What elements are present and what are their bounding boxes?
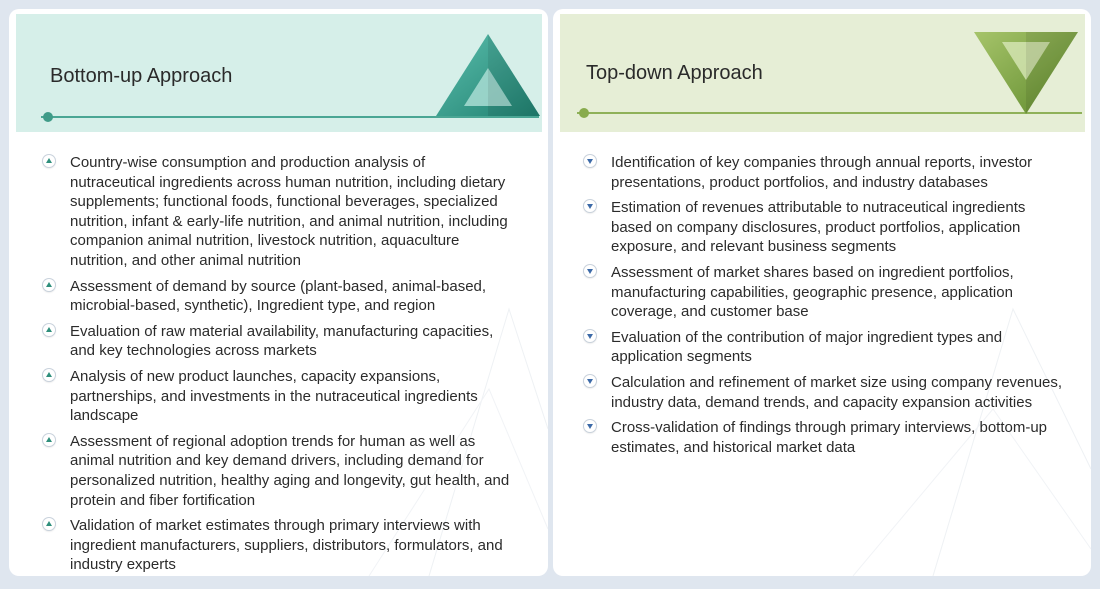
chevron-down-icon — [584, 155, 596, 167]
list-item-text: Calculation and refinement of market size using company revenues, industry data, demand trends, and capacity expansion activities — [611, 373, 1063, 411]
chevron-up-icon — [43, 369, 55, 381]
chevron-up-icon — [43, 155, 55, 167]
list-item — [584, 373, 1064, 412]
list-item — [584, 328, 1064, 367]
list-item — [43, 432, 513, 510]
list-item-text: Evaluation of the contribution of major ingredient types and application segments — [611, 328, 1003, 366]
list-item-text: Analysis of new product launches, capacity expansions, partnerships, and investments in the nutraceutical ingredients landscape — [70, 367, 478, 425]
chevron-down-icon — [584, 200, 596, 212]
list-item — [584, 198, 1064, 257]
list-item — [43, 516, 513, 575]
list-item — [43, 277, 513, 316]
top-down-title: Top-down Approach — [586, 62, 763, 84]
top-down-header — [560, 14, 1085, 132]
top-down-panel — [553, 9, 1091, 576]
bottom-up-divider-dot — [43, 112, 53, 122]
bottom-up-title: Bottom-up Approach — [50, 65, 233, 87]
triangle-up-icon — [436, 34, 540, 116]
list-item — [584, 418, 1064, 457]
top-down-divider-dot — [579, 108, 589, 118]
list-item-text: Cross-validation of findings through primary interviews, bottom-up estimates, and historical market data — [611, 419, 1048, 456]
chevron-down-icon — [584, 375, 596, 387]
list-item-text: Assessment of demand by source (plant-based, animal-based, microbial-based, synthetic), Ingredient type, and region — [70, 277, 487, 315]
list-item-text: Evaluation of raw material availability, manufacturing capacities, and key technologies across markets — [70, 322, 494, 360]
top-down-list — [584, 153, 1064, 463]
list-item — [584, 153, 1064, 192]
bottom-up-panel — [9, 9, 548, 576]
list-item-text: Identification of key companies through annual reports, investor presentations, product portfolios, and industry databases — [611, 154, 1033, 191]
list-item — [43, 153, 513, 271]
list-item-text: Country-wise consumption and production analysis of nutraceutical ingredients across human nutrition, including dietary supplements; functional foods, functional beverages, specialized nutrition, infant & early-life nutrition, and animal nutrition, including companion animal nutrition, livestock nutrition, aquaculture nutrition, and other animal nutrition — [70, 154, 508, 269]
list-item-text: Validation of market estimates through primary interviews with ingredient manufacturers, suppliers, distributors, formulators, and industry experts — [70, 517, 503, 574]
list-item — [43, 322, 513, 361]
triangle-down-icon — [974, 32, 1078, 114]
chevron-up-icon — [43, 434, 55, 446]
chevron-down-icon — [584, 330, 596, 342]
bottom-up-header — [16, 14, 542, 132]
list-item — [43, 367, 513, 426]
list-item-text: Assessment of regional adoption trends for human as well as animal nutrition and key demand drivers, including demand for personalized nutrition, healthy aging and longevity, gut health, and protein and fiber fortification — [70, 432, 510, 509]
chevron-down-icon — [584, 265, 596, 277]
list-item-text: Assessment of market shares based on ingredient portfolios, manufacturing capabilities, geographic presence, application coverage, and customer base — [611, 263, 1014, 321]
bottom-up-list — [43, 153, 513, 576]
chevron-up-icon — [43, 279, 55, 291]
chevron-up-icon — [43, 518, 55, 530]
list-item — [584, 263, 1064, 322]
list-item-text: Estimation of revenues attributable to nutraceutical ingredients based on company disclosures, product portfolios, application exposure, and relevant business segments — [611, 199, 1026, 256]
bottom-up-divider — [41, 116, 539, 118]
chevron-down-icon — [584, 420, 596, 432]
chevron-up-icon — [43, 324, 55, 336]
